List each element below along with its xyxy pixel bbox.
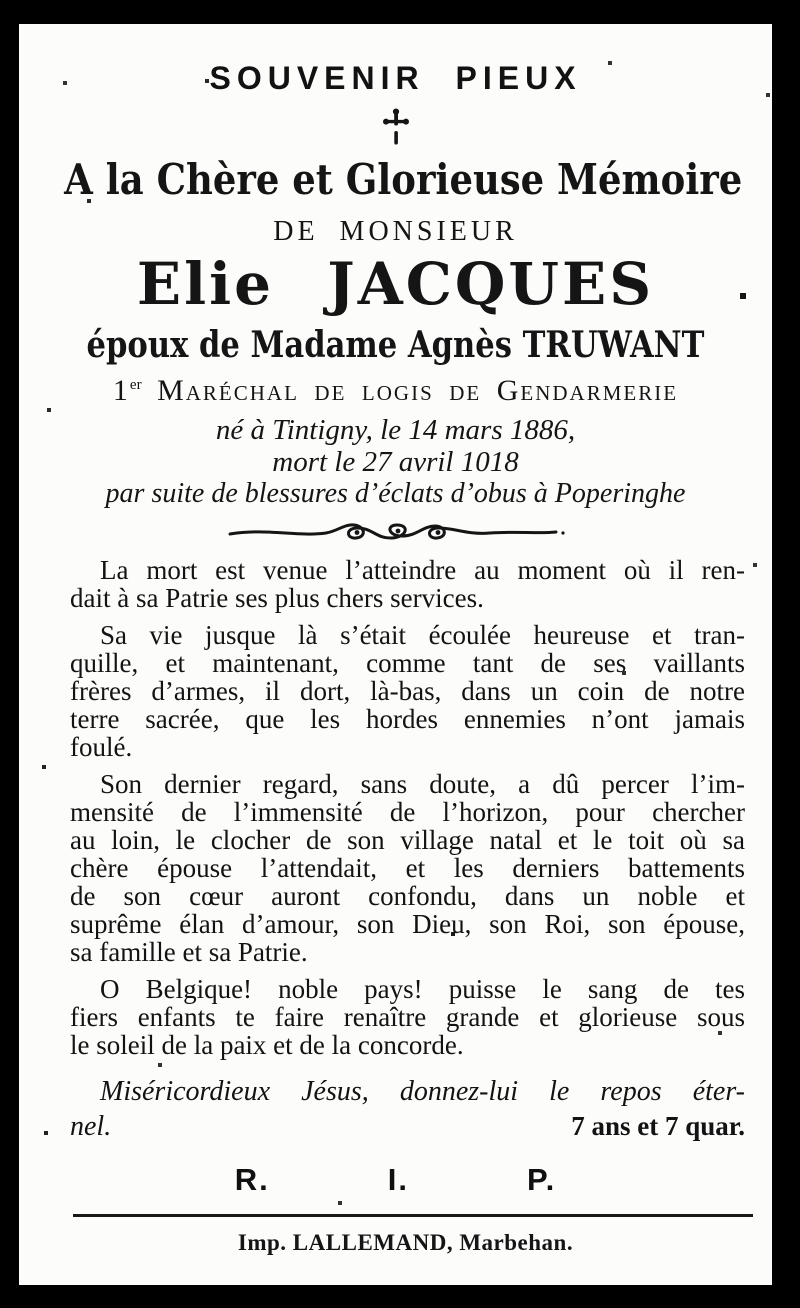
eulogy-text — [70, 556, 745, 1144]
body-line: terre sacrée, que les hordes ennemies n’ont jamais — [70, 704, 745, 734]
rank-title: Maréchal de logis de Gendarmerie — [157, 374, 679, 407]
prayer-last-row — [70, 1109, 745, 1144]
paragraph — [70, 556, 745, 612]
cause-line: par suite de blessures d’éclats d’obus à Poperinghe — [105, 478, 686, 509]
paragraph — [70, 975, 745, 1059]
cross-icon — [19, 107, 772, 147]
spouse-line: époux de Madame Agnès TRUWANT — [86, 324, 705, 366]
rip-line — [19, 1162, 772, 1198]
died-line: mort le 27 avril 1018 — [272, 446, 519, 478]
body-line: O Belgique! noble pays! puisse le sang de tes — [100, 974, 745, 1004]
rank-line — [19, 374, 772, 408]
body-line: le soleil de la paix et de la concorde. — [70, 1030, 464, 1060]
footer-rule — [73, 1214, 753, 1217]
body-line: dait à sa Patrie ses plus chers services. — [70, 583, 484, 613]
rank-number: 1 — [112, 374, 130, 407]
flourish-divider — [19, 518, 772, 544]
body-line: La mort est venue l’atteindre au moment où il ren- — [100, 555, 745, 585]
paragraph — [70, 621, 745, 761]
body-line: de son cœur auront confondu, dans un noble et — [70, 881, 745, 911]
vital-dates — [19, 414, 772, 510]
rip-letter-i: I. — [387, 1162, 409, 1197]
paragraph — [70, 770, 745, 966]
prayer-line-end: nel. — [70, 1111, 112, 1142]
deceased-name: Elie JACQUES — [136, 250, 655, 318]
dedication-line: A la Chère et Glorieuse Mémoire — [64, 155, 743, 204]
prayer-paragraph — [70, 1075, 745, 1144]
rip-letter-r: R. — [234, 1162, 270, 1197]
imprint-line: Imp. LALLEMAND, Marbehan. — [237, 1230, 574, 1255]
body-line: Son dernier regard, sans doute, a dû percer l’im- — [100, 769, 745, 799]
memorial-card — [19, 24, 772, 1285]
born-line: né à Tintigny, le 14 mars 1886, — [215, 414, 576, 446]
scan-speckles — [19, 24, 21, 26]
body-line: foulé. — [70, 732, 133, 762]
rank-ordinal-suffix: er — [129, 377, 142, 393]
prayer-line: Miséricordieux Jésus, donnez-lui le repos éter- — [100, 1076, 745, 1107]
rip-letter-p: P. — [526, 1162, 557, 1197]
de-monsieur-line: DE MONSIEUR — [273, 216, 518, 247]
body-line: sa famille et sa Patrie. — [70, 937, 308, 967]
body-line: suprême élan d’amour, son Dieu, son Roi, son épouse, — [70, 909, 745, 939]
indulgence-note: 7 ans et 7 quar. — [571, 1111, 745, 1141]
body-line: mensité de l’immensité de l’horizon, pour chercher — [70, 797, 745, 827]
body-line: frères d’armes, il dort, là-bas, dans un coin de notre — [70, 676, 745, 706]
card-title: SOUVENIR PIEUX — [209, 60, 582, 96]
body-line: au loin, le clocher de son village natal et le toit où sa — [70, 825, 745, 855]
body-line: fiers enfants te faire renaître grande et glorieuse sous — [70, 1002, 745, 1032]
body-line: chère épouse l’attendait, et les derniers battements — [70, 853, 745, 883]
body-line: quille, et maintenant, comme tant de ses vaillants — [70, 648, 745, 678]
body-line: Sa vie jusque là s’était écoulée heureuse et tran- — [100, 620, 745, 650]
